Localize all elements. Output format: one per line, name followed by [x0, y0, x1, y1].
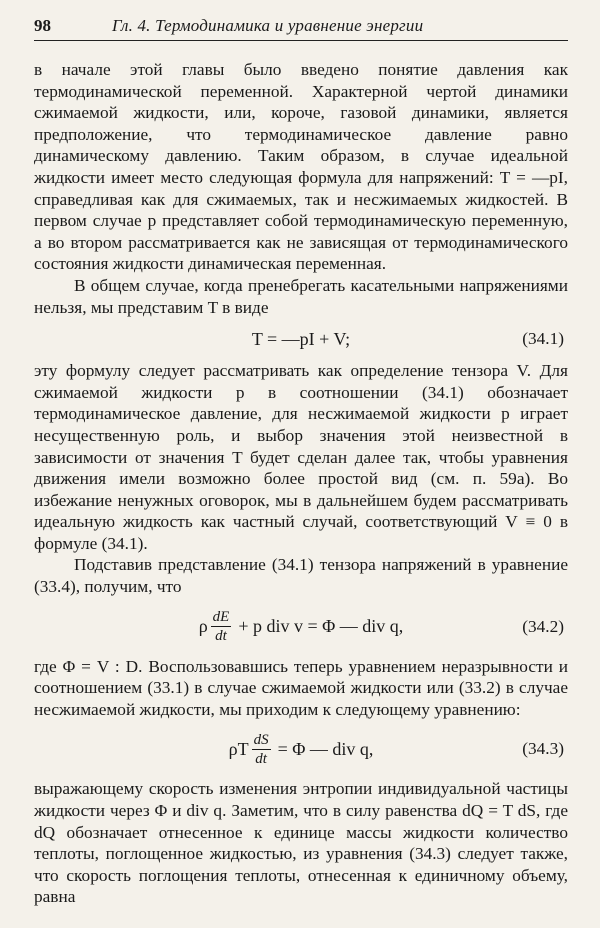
equation-34-3-prefix: ρT	[228, 738, 249, 759]
equation-34-1-number: (34.1)	[522, 329, 564, 349]
equation-34-3-numerator: dS	[253, 731, 269, 748]
equation-34-3-rest: = Φ — div q,	[277, 738, 374, 759]
equation-34-2-fraction	[211, 608, 232, 645]
equation-34-3-denominator: dt	[255, 750, 267, 767]
equation-34-1	[34, 318, 568, 360]
equation-34-2-denominator: dt	[215, 628, 227, 645]
page-header	[34, 16, 568, 41]
page-number: 98	[34, 16, 51, 35]
equation-34-2-number: (34.2)	[522, 616, 564, 636]
paragraph-2: В общем случае, когда пренебрегать касательными напряжениями нельзя, мы представим T в виде	[34, 275, 568, 317]
equation-34-2-numerator: dE	[212, 609, 230, 626]
paragraph-4: Подставив представление (34.1) тензора напряжений в уравнение (33.4), получим, что	[34, 555, 568, 597]
equation-34-3-number: (34.3)	[522, 739, 564, 759]
equation-34-2	[34, 598, 568, 656]
paragraph-5: где Φ = V : D. Воспользовавшись теперь уравнением неразрывности и соотношением (33.1) в случае сжимаемой жидкости или (33.2) в случае несжимаемой жидкости, мы приходим к следующему уравнению:	[34, 656, 568, 719]
paragraph-3: эту формулу следует рассматривать как определение тензора V. Для сжимаемой жидкости p в соотношении (34.1) обозначает термодинамическое давление, для несжимаемой жидкости p играет несущественную роль, и выбор значения этой неизвестной в зависимости от значения T будет сделан далее так, чтобы уравнения движения имели возможно более простой вид (см. п. 59а). Во избежание ненужных оговорок, мы в дальнейшем будем рассматривать идеальную жидкость как частный случай, соответствующий V ≡ 0 в формуле (34.1).	[34, 361, 568, 553]
equation-34-3	[34, 720, 568, 778]
paragraph-1: в начале этой главы было введено понятие давления как термодинамической переменной. Характерной чертой динамики сжимаемой жидкости, или, короче, газовой динамики, является предположение, что термодинамическое давление равно динамическому давлению. Таким образом, в случае идеальной жидкости имеет место следующая формула для напряжений: T = —pI, справедливая как для сжимаемых, так и несжимаемых жидкостей. В первом случае p представляет собой термодинамическую переменную, а во втором рассматривается как не зависящая от термодинамического состояния жидкости динамическая переменная.	[34, 60, 568, 274]
running-title: Гл. 4. Термодинамика и уравнение энергии	[112, 16, 424, 35]
equation-34-1-expr: T = —pI + V;	[251, 328, 351, 349]
equation-34-3-fraction	[252, 731, 271, 768]
equation-34-2-rest: + p div v = Φ — div q,	[238, 616, 404, 637]
paragraph-6: выражающему скорость изменения энтропии индивидуальной частицы жидкости через Φ и div q. Заметим, что в силу равенства dQ = T dS, где dQ обозначает отнесенное к единице массы жидкости количество теплоты, поглощенное жидкостью, из уравнения (34.3) следует также, что скорость поглощения теплоты, отнесенная к единичному объему, равна	[34, 779, 568, 907]
equation-34-2-prefix: ρ	[198, 616, 208, 637]
